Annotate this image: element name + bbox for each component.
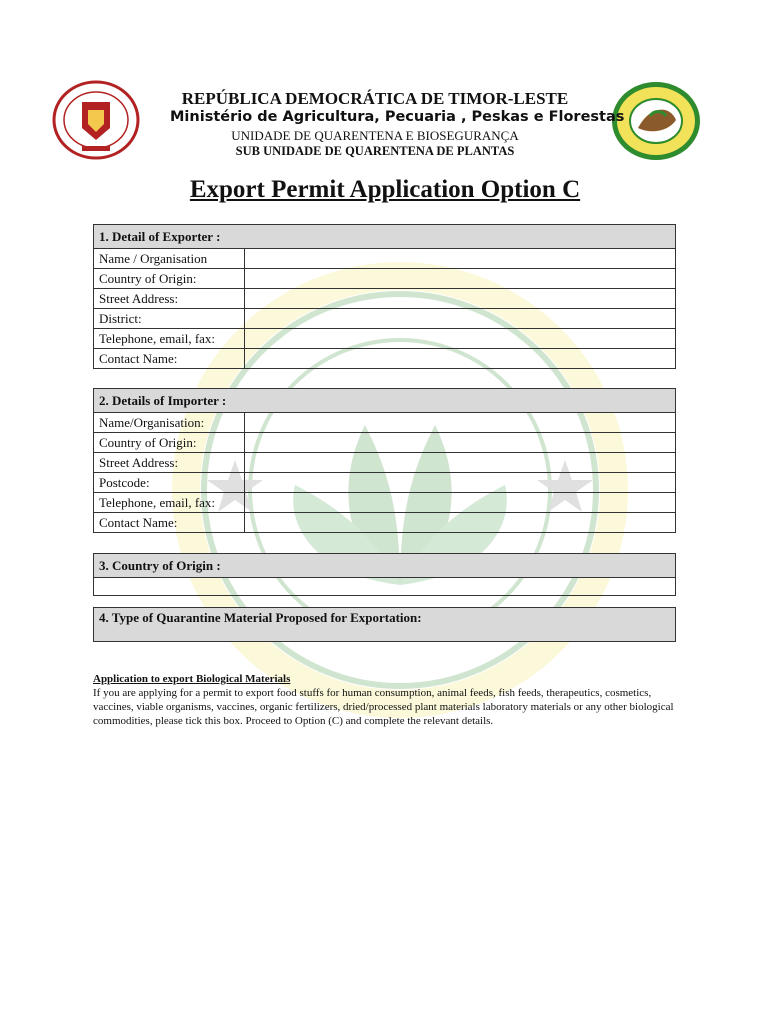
exporter-country-label: Country of Origin: bbox=[94, 269, 245, 289]
exporter-telephone-field[interactable] bbox=[245, 329, 676, 349]
application-body: If you are applying for a permit to export food stuffs for human consumption, animal feeds, fish feeds, therapeutics, cosmetics, vaccines, viable organisms, vaccines, organic fertilizers, dried/processed plant materials laboratory materials or any other biological commodities, please tick this box. Proceed to Option (C) and complete the relevant details. bbox=[93, 687, 674, 727]
sub-unit-name: SUB UNIDADE DE QUARENTENA DE PLANTAS bbox=[235, 144, 515, 158]
exporter-contact-field[interactable] bbox=[245, 349, 676, 369]
importer-street-field[interactable] bbox=[245, 453, 676, 473]
material-type-heading: 4. Type of Quarantine Material Proposed for Exportation: bbox=[94, 608, 676, 642]
exporter-contact-label: Contact Name: bbox=[94, 349, 245, 369]
ministry-name: Ministério de Agricultura, Pecuaria , Peskas e Florestas bbox=[170, 109, 625, 125]
importer-contact-field[interactable] bbox=[245, 513, 676, 533]
page-title: Export Permit Application Option C bbox=[189, 176, 581, 203]
importer-telephone-label: Telephone, email, fax: bbox=[94, 493, 245, 513]
importer-section bbox=[93, 388, 676, 533]
country-of-origin-section bbox=[93, 553, 676, 596]
exporter-street-field[interactable] bbox=[245, 289, 676, 309]
application-note bbox=[93, 672, 683, 728]
exporter-section bbox=[93, 224, 676, 369]
exporter-country-field[interactable] bbox=[245, 269, 676, 289]
exporter-name-label: Name / Organisation bbox=[94, 249, 245, 269]
exporter-district-label: District: bbox=[94, 309, 245, 329]
exporter-heading: 1. Detail of Exporter : bbox=[94, 225, 676, 249]
importer-postcode-field[interactable] bbox=[245, 473, 676, 493]
republic-coat-of-arms-seal bbox=[52, 80, 140, 160]
exporter-district-field[interactable] bbox=[245, 309, 676, 329]
importer-name-label: Name/Organisation: bbox=[94, 413, 245, 433]
importer-telephone-field[interactable] bbox=[245, 493, 676, 513]
republic-name: REPÚBLICA DEMOCRÁTICA DE TIMOR-LESTE bbox=[181, 89, 569, 108]
exporter-telephone-label: Telephone, email, fax: bbox=[94, 329, 245, 349]
exporter-name-field[interactable] bbox=[245, 249, 676, 269]
application-title: Application to export Biological Materials bbox=[93, 673, 291, 685]
importer-heading: 2. Details of Importer : bbox=[94, 389, 676, 413]
country-of-origin-field[interactable] bbox=[94, 578, 676, 596]
material-type-section bbox=[93, 607, 676, 642]
importer-street-label: Street Address: bbox=[94, 453, 245, 473]
country-of-origin-heading: 3. Country of Origin : bbox=[94, 554, 676, 578]
importer-country-label: Country of Origin: bbox=[94, 433, 245, 453]
importer-postcode-label: Postcode: bbox=[94, 473, 245, 493]
unit-name: UNIDADE DE QUARENTENA E BIOSEGURANÇA bbox=[231, 128, 519, 143]
importer-name-field[interactable] bbox=[245, 413, 676, 433]
importer-contact-label: Contact Name: bbox=[94, 513, 245, 533]
importer-country-field[interactable] bbox=[245, 433, 676, 453]
exporter-street-label: Street Address: bbox=[94, 289, 245, 309]
